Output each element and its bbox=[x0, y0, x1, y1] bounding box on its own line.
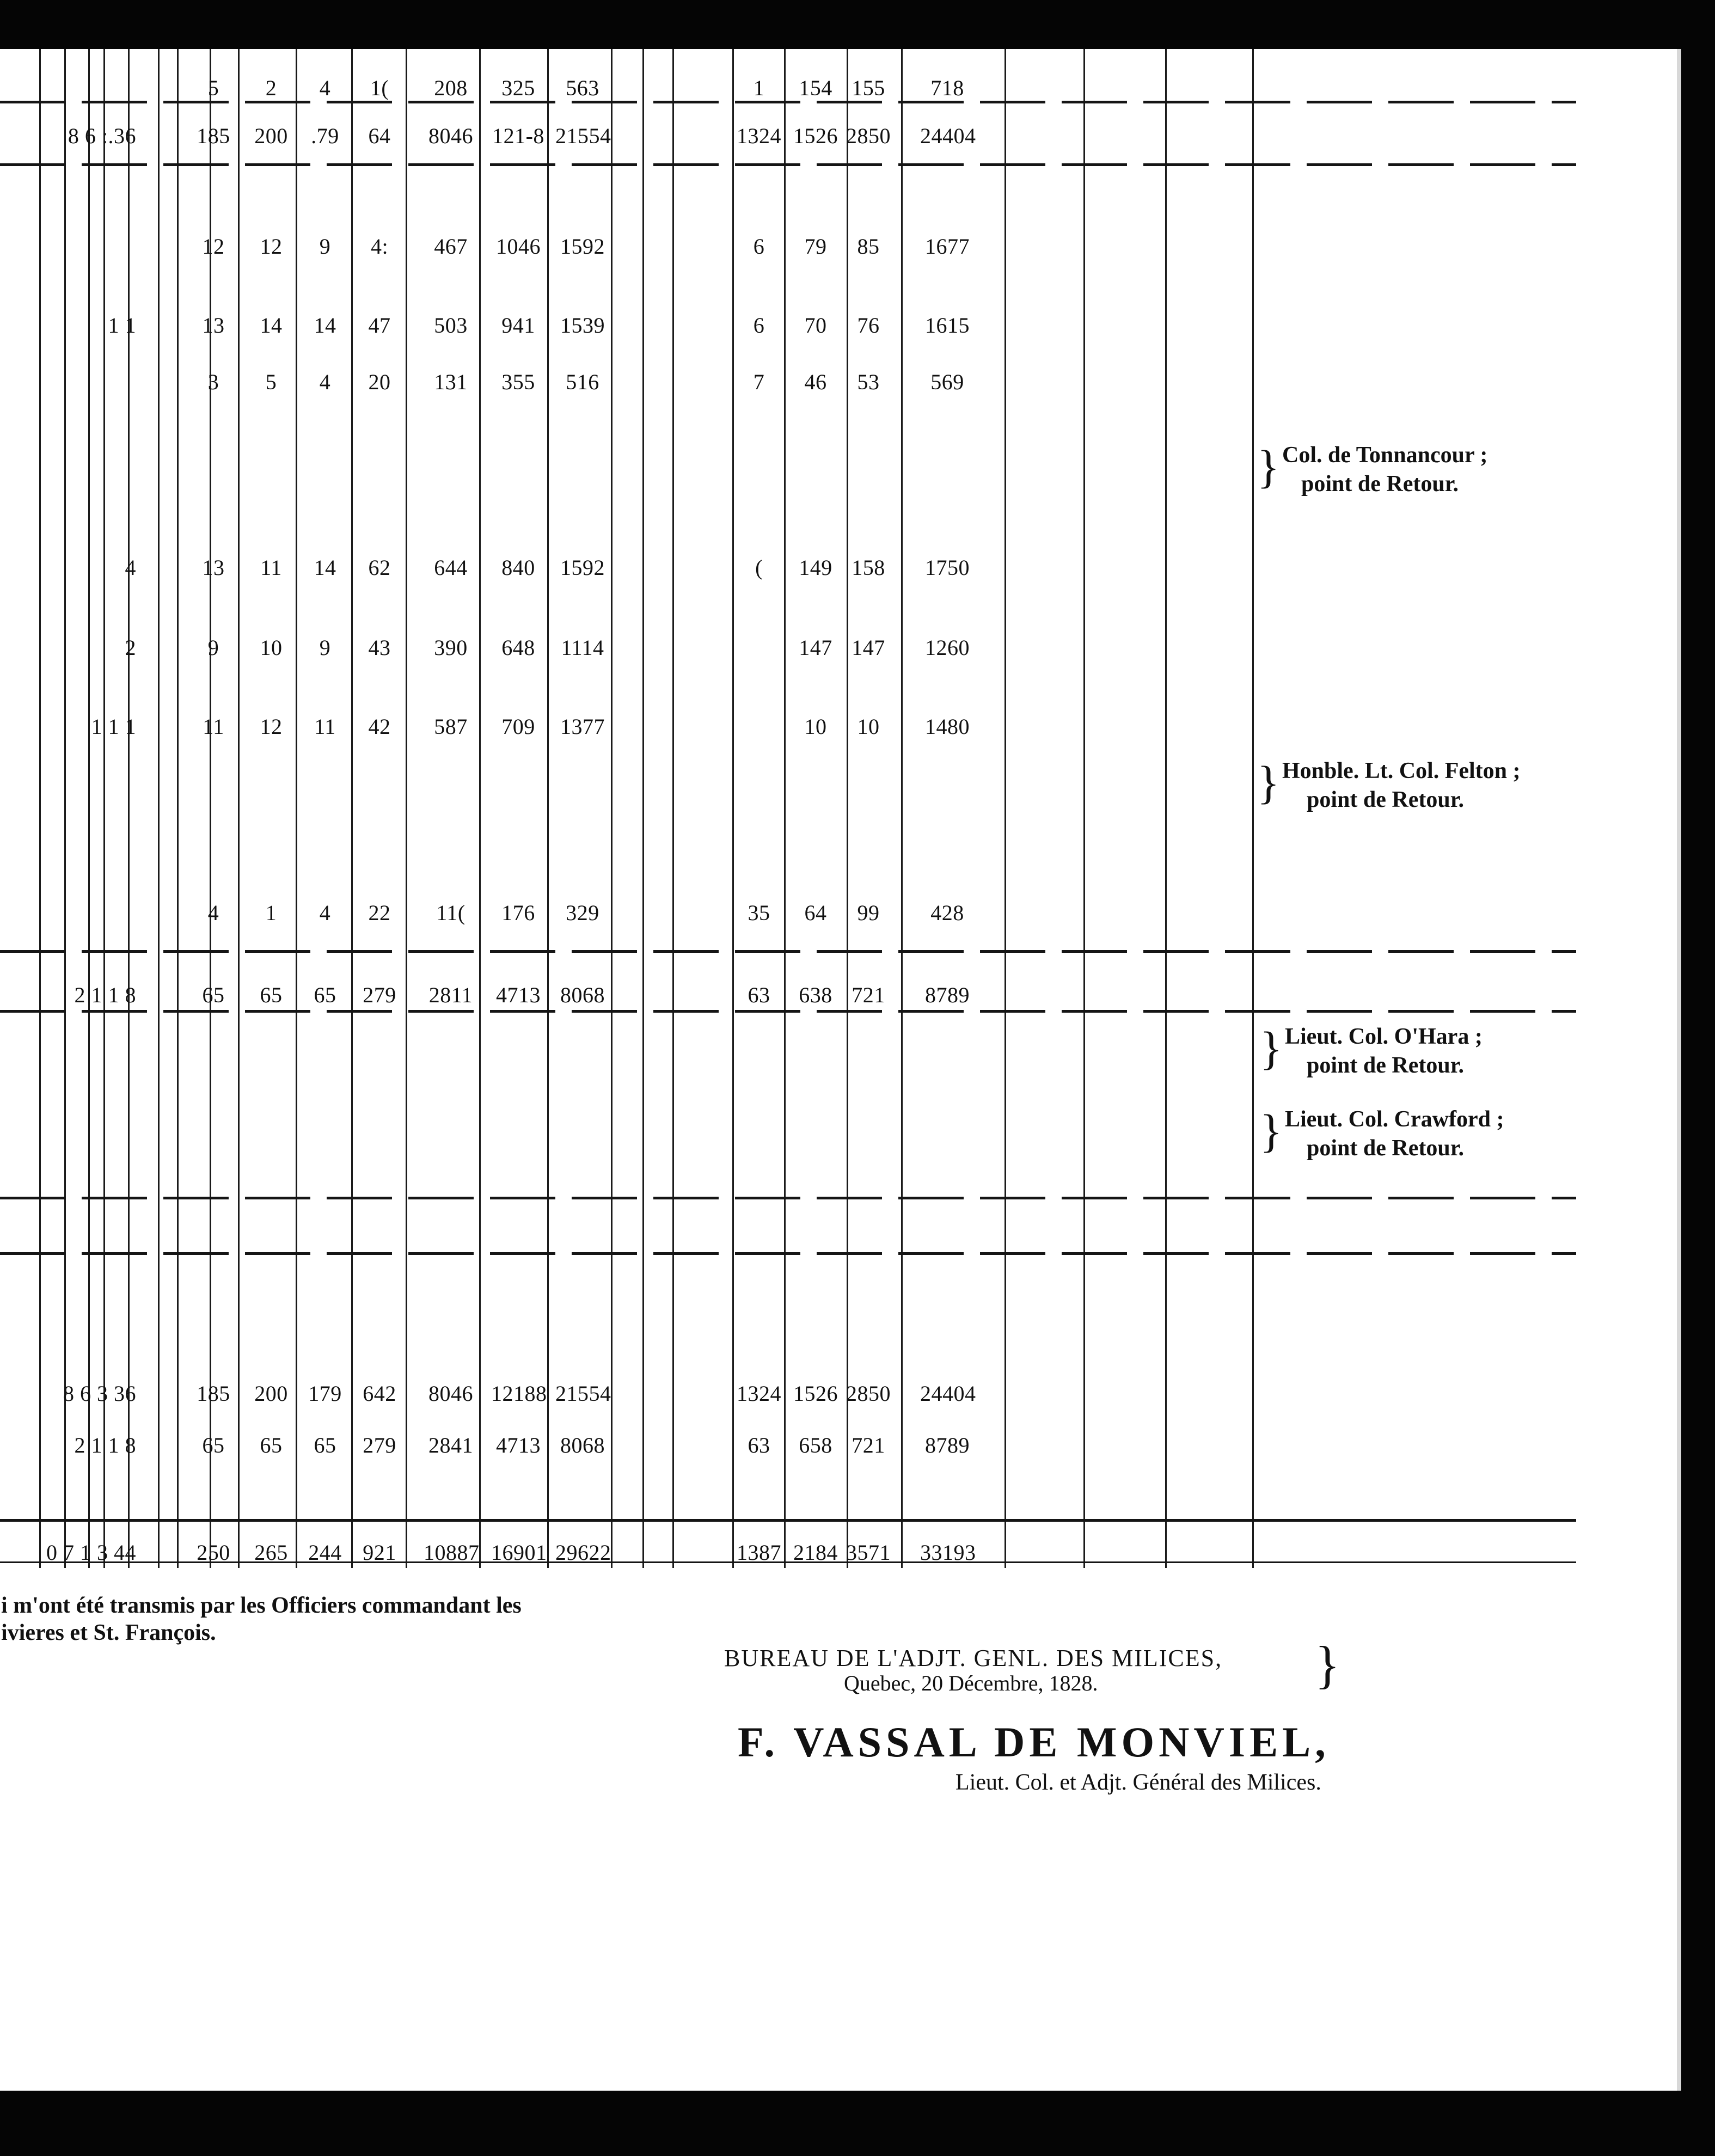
table-cell: 10887 bbox=[424, 1540, 480, 1565]
table-cell: 638 bbox=[799, 983, 832, 1007]
table-cell: 24404 bbox=[920, 124, 976, 148]
table-cell: 9 bbox=[319, 635, 331, 660]
table-cell: 1324 bbox=[737, 124, 781, 148]
footnote-line-1: i m'ont été transmis par les Officiers commandant les bbox=[1, 1593, 522, 1618]
table-cell: 65 bbox=[260, 983, 283, 1007]
dateline: Quebec, 20 Décembre, 1828. bbox=[844, 1671, 1098, 1695]
brace-icon: } bbox=[1260, 1022, 1283, 1074]
table-cell: 158 bbox=[852, 555, 885, 580]
table-cell: 1539 bbox=[560, 313, 605, 338]
table-cell: 20 bbox=[368, 370, 391, 394]
table-cell: 14 bbox=[314, 555, 336, 580]
table-cell: 1387 bbox=[737, 1540, 781, 1565]
table-cell: 1324 bbox=[737, 1381, 781, 1406]
table-cell: 4713 bbox=[496, 983, 541, 1007]
table-cell: 2 bbox=[265, 76, 277, 100]
column-rule bbox=[64, 49, 66, 1568]
table-cell: 12 bbox=[260, 234, 283, 259]
table-cell: 355 bbox=[501, 370, 535, 394]
table-cell: 244 bbox=[308, 1540, 342, 1565]
column-rule bbox=[672, 49, 674, 1568]
column-rule bbox=[1083, 49, 1085, 1568]
table-cell: 46 bbox=[804, 370, 827, 394]
table-cell: 1 bbox=[753, 76, 765, 100]
table-cell: 16901 bbox=[491, 1540, 547, 1565]
table-cell: 65 bbox=[260, 1433, 283, 1457]
table-cell: 22 bbox=[368, 901, 391, 925]
column-rule bbox=[177, 49, 179, 1568]
table-cell: 12 bbox=[202, 234, 225, 259]
table-cell: 65 bbox=[314, 1433, 336, 1457]
table-cell: 2 bbox=[125, 635, 136, 660]
table-cell: 121-8 bbox=[492, 124, 544, 148]
table-cell: 10 bbox=[804, 714, 827, 739]
table-cell: 176 bbox=[501, 901, 535, 925]
table-cell: 200 bbox=[254, 124, 288, 148]
note-felton bbox=[1257, 756, 1521, 814]
table-cell: 29622 bbox=[555, 1540, 611, 1565]
table-cell: 179 bbox=[308, 1381, 342, 1406]
table-cell: 35 bbox=[748, 901, 770, 925]
table-cell: 648 bbox=[501, 635, 535, 660]
column-rule bbox=[351, 49, 353, 1568]
table-cell: 185 bbox=[197, 1381, 230, 1406]
table-cell: 62 bbox=[368, 555, 391, 580]
table-cell: 1 1 1 bbox=[91, 714, 136, 739]
table-cell: 14 bbox=[260, 313, 283, 338]
table-cell: 6 bbox=[753, 234, 765, 259]
table-cell: 5 bbox=[207, 76, 219, 100]
table-cell: 2 1 1 8 bbox=[74, 983, 136, 1007]
column-rule bbox=[1165, 49, 1167, 1568]
footnote-line-2: ivieres et St. François. bbox=[1, 1620, 216, 1645]
brace-icon: } bbox=[1257, 440, 1280, 493]
table-cell: 11 bbox=[260, 555, 282, 580]
column-rule bbox=[210, 49, 211, 1568]
table-cell: 0 7 1 3 44 bbox=[46, 1540, 136, 1565]
table-cell: 65 bbox=[202, 983, 225, 1007]
table-cell: 2850 bbox=[846, 1381, 891, 1406]
column-rule bbox=[103, 49, 105, 1568]
table-cell: 1377 bbox=[560, 714, 605, 739]
table-cell: 200 bbox=[254, 1381, 288, 1406]
table-cell: 642 bbox=[363, 1381, 396, 1406]
table-cell: 563 bbox=[566, 76, 599, 100]
table-cell: 2184 bbox=[793, 1540, 838, 1565]
table-cell: 1 1 bbox=[108, 313, 136, 338]
table-cell: 921 bbox=[363, 1540, 396, 1565]
table-cell: 7 bbox=[753, 370, 765, 394]
table-cell: 131 bbox=[434, 370, 468, 394]
table-cell: 64 bbox=[804, 901, 827, 925]
table-cell: 1526 bbox=[793, 1381, 838, 1406]
table-cell: 13 bbox=[202, 313, 225, 338]
row-rule bbox=[0, 1519, 1576, 1522]
signer-title: Lieut. Col. et Adjt. Général des Milices. bbox=[955, 1770, 1321, 1795]
table-cell: 8789 bbox=[925, 1433, 970, 1457]
table-cell: 4: bbox=[370, 234, 389, 259]
table-cell: 9 bbox=[319, 234, 331, 259]
table-cell: 5 bbox=[265, 370, 277, 394]
column-rule bbox=[406, 49, 407, 1568]
scan-border-top bbox=[0, 0, 1715, 49]
table-cell: 1615 bbox=[925, 313, 970, 338]
table-cell: 1046 bbox=[496, 234, 541, 259]
table-cell: 840 bbox=[501, 555, 535, 580]
table-cell: 709 bbox=[501, 714, 535, 739]
row-rule bbox=[0, 163, 1576, 166]
table-cell: 53 bbox=[857, 370, 880, 394]
table-cell: 1750 bbox=[925, 555, 970, 580]
table-cell: 65 bbox=[314, 983, 336, 1007]
note-line: point de Retour. bbox=[1307, 1135, 1464, 1161]
table-cell: ( bbox=[755, 555, 763, 580]
column-rule bbox=[732, 49, 734, 1568]
table-cell: 1677 bbox=[925, 234, 970, 259]
table-cell: 2 1 1 8 bbox=[74, 1433, 136, 1457]
table-cell: 9 bbox=[207, 635, 219, 660]
table-cell: 24404 bbox=[920, 1381, 976, 1406]
table-cell: 79 bbox=[804, 234, 827, 259]
table-cell: 42 bbox=[368, 714, 391, 739]
table-cell: 14 bbox=[314, 313, 336, 338]
table-cell: 250 bbox=[197, 1540, 230, 1565]
table-cell: 10 bbox=[260, 635, 283, 660]
column-rule bbox=[642, 49, 644, 1568]
table-cell: 12188 bbox=[491, 1381, 547, 1406]
table-cell: 279 bbox=[363, 983, 396, 1007]
table-cell: 265 bbox=[254, 1540, 288, 1565]
table-cell: 154 bbox=[799, 76, 832, 100]
table-cell: 147 bbox=[852, 635, 885, 660]
column-rule bbox=[238, 49, 240, 1568]
table-cell: 21554 bbox=[555, 1381, 611, 1406]
table-cell: 21554 bbox=[555, 124, 611, 148]
table-cell: 325 bbox=[501, 76, 535, 100]
table-cell: 467 bbox=[434, 234, 468, 259]
column-rule bbox=[611, 49, 612, 1568]
table-cell: 8046 bbox=[428, 124, 473, 148]
table-cell: 941 bbox=[501, 313, 535, 338]
scan-border-bottom bbox=[0, 2091, 1715, 2156]
table-cell: 149 bbox=[799, 555, 832, 580]
row-rule bbox=[0, 1197, 1576, 1199]
table-cell: 1592 bbox=[560, 555, 605, 580]
table-cell: 155 bbox=[852, 76, 885, 100]
column-rule bbox=[479, 49, 481, 1568]
table-cell: 2850 bbox=[846, 124, 891, 148]
row-rule bbox=[0, 101, 1576, 103]
table-cell: 8 6 3 36 bbox=[63, 1381, 136, 1406]
row-rule bbox=[0, 1010, 1576, 1013]
table-cell: 1( bbox=[370, 76, 389, 100]
brace-icon: } bbox=[1260, 1105, 1283, 1157]
column-rule bbox=[128, 49, 130, 1568]
column-rule bbox=[847, 49, 848, 1568]
table-cell: 8068 bbox=[560, 1433, 605, 1457]
table-cell: 2811 bbox=[428, 983, 473, 1007]
column-rule bbox=[547, 49, 549, 1568]
table-cell: 63 bbox=[748, 1433, 770, 1457]
brace-icon: } bbox=[1257, 756, 1280, 808]
table-cell: 8068 bbox=[560, 983, 605, 1007]
table-cell: 63 bbox=[748, 983, 770, 1007]
table-cell: 13 bbox=[202, 555, 225, 580]
table-cell: 3 bbox=[207, 370, 219, 394]
table-cell: 64 bbox=[368, 124, 391, 148]
table-cell: 279 bbox=[363, 1433, 396, 1457]
column-rule bbox=[1252, 49, 1254, 1568]
table-cell: 99 bbox=[857, 901, 880, 925]
brace-icon: } bbox=[1315, 1636, 1340, 1694]
note-line: Lieut. Col. Crawford ; bbox=[1285, 1107, 1504, 1132]
table-cell: 185 bbox=[197, 124, 230, 148]
row-rule bbox=[0, 1252, 1576, 1255]
table-cell: 644 bbox=[434, 555, 468, 580]
table-cell: 33193 bbox=[920, 1540, 976, 1565]
scan-border-right bbox=[1677, 49, 1715, 2091]
column-rule bbox=[901, 49, 903, 1568]
note-tonnancour bbox=[1257, 440, 1488, 498]
table-cell: 1114 bbox=[561, 635, 604, 660]
table-cell: 1480 bbox=[925, 714, 970, 739]
table-cell: 147 bbox=[799, 635, 832, 660]
table-cell: 85 bbox=[857, 234, 880, 259]
table-cell: 329 bbox=[566, 901, 599, 925]
table-cell: 503 bbox=[434, 313, 468, 338]
column-rule bbox=[1004, 49, 1006, 1568]
note-line: point de Retour. bbox=[1307, 1052, 1464, 1078]
note-line: Lieut. Col. O'Hara ; bbox=[1285, 1024, 1483, 1049]
table-cell: 65 bbox=[202, 1433, 225, 1457]
note-line: Honble. Lt. Col. Felton ; bbox=[1282, 758, 1521, 783]
column-rule bbox=[39, 49, 41, 1568]
table-cell: 43 bbox=[368, 635, 391, 660]
table-cell: 4 bbox=[319, 901, 331, 925]
table-cell: 721 bbox=[852, 983, 885, 1007]
table-cell: 8046 bbox=[428, 1381, 473, 1406]
column-rule bbox=[88, 49, 90, 1568]
note-line: point de Retour. bbox=[1301, 471, 1459, 497]
row-rule bbox=[0, 950, 1576, 953]
table-cell: 569 bbox=[930, 370, 964, 394]
table-cell: 10 bbox=[857, 714, 880, 739]
column-rule bbox=[784, 49, 786, 1568]
table-cell: 11 bbox=[314, 714, 336, 739]
table-cell: 1260 bbox=[925, 635, 970, 660]
column-rule bbox=[158, 49, 160, 1568]
table-cell: 208 bbox=[434, 76, 468, 100]
table-cell: 390 bbox=[434, 635, 468, 660]
table-cell: .79 bbox=[311, 124, 339, 148]
table-cell: 70 bbox=[804, 313, 827, 338]
table-cell: 587 bbox=[434, 714, 468, 739]
table-cell: 11( bbox=[436, 901, 465, 925]
table-cell: 1 bbox=[265, 901, 277, 925]
table-cell: 1592 bbox=[560, 234, 605, 259]
table-cell: 428 bbox=[930, 901, 964, 925]
table-cell: 516 bbox=[566, 370, 599, 394]
note-line: point de Retour. bbox=[1307, 787, 1464, 812]
table-cell: 658 bbox=[799, 1433, 832, 1457]
table-cell: 4713 bbox=[496, 1433, 541, 1457]
table-cell: 718 bbox=[930, 76, 964, 100]
table-cell: 8789 bbox=[925, 983, 970, 1007]
table-cell: 1526 bbox=[793, 124, 838, 148]
table-cell: 4 bbox=[319, 370, 331, 394]
table-cell: 8 6 :.36 bbox=[68, 124, 136, 148]
table-cell: 4 bbox=[207, 901, 219, 925]
note-line: Col. de Tonnancour ; bbox=[1282, 443, 1488, 468]
table-cell: 47 bbox=[368, 313, 391, 338]
table-cell: 12 bbox=[260, 714, 283, 739]
table-cell: 721 bbox=[852, 1433, 885, 1457]
table-cell: 6 bbox=[753, 313, 765, 338]
table-cell: 4 bbox=[319, 76, 331, 100]
signer-name: F. VASSAL DE MONVIEL, bbox=[738, 1718, 1330, 1766]
table-cell: 76 bbox=[857, 313, 880, 338]
table-cell: 11 bbox=[203, 714, 224, 739]
note-crawford bbox=[1260, 1105, 1504, 1162]
note-ohara bbox=[1260, 1022, 1483, 1080]
column-rule bbox=[296, 49, 297, 1568]
table-cell: 2841 bbox=[428, 1433, 473, 1457]
bureau-heading: BUREAU DE L'ADJT. GENL. DES MILICES, bbox=[724, 1645, 1223, 1671]
table-cell: 4 bbox=[125, 555, 136, 580]
table-cell: 3571 bbox=[846, 1540, 891, 1565]
